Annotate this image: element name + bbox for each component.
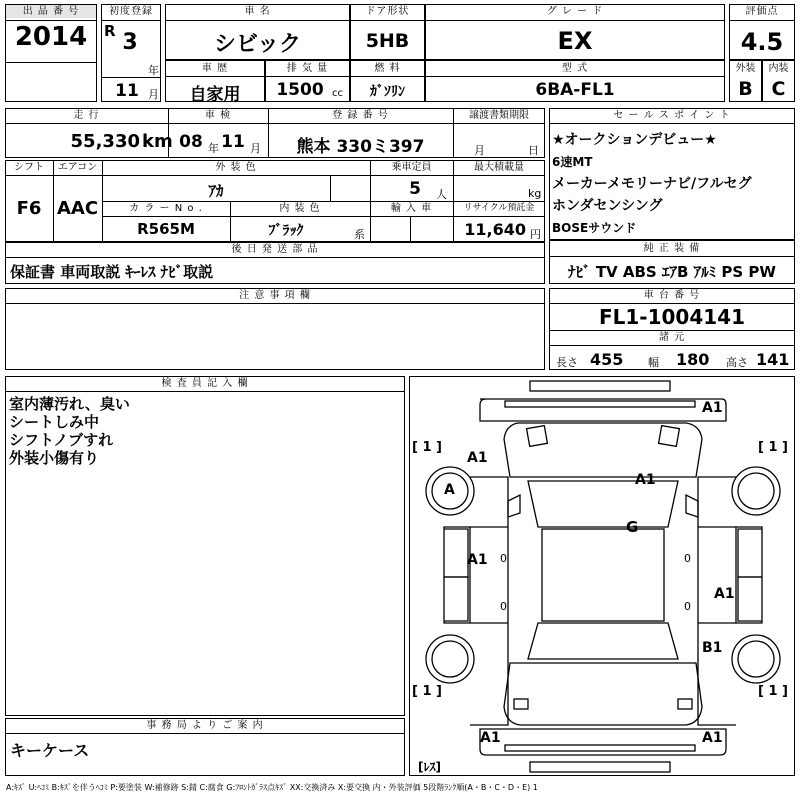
- fuel: ｶﾞｿﾘﾝ: [370, 84, 405, 100]
- header-displacement: 排 気 量: [286, 63, 329, 74]
- inspector-note-line: シフトノブすれ: [9, 431, 114, 449]
- car-name: シビック: [213, 32, 302, 57]
- header-exterior-color: 外 装 色: [215, 162, 257, 173]
- interior-score: C: [771, 78, 786, 100]
- header-chassis: 車 台 番 号: [643, 290, 701, 301]
- sales-points-list: [552, 129, 792, 239]
- chassis-number: FL1-1004141: [598, 305, 746, 329]
- zero-mark: 0: [500, 600, 507, 613]
- grade: EX: [557, 27, 593, 55]
- header-grade: グ レ ー ド: [546, 6, 604, 17]
- header-dimensions: 諸 元: [658, 332, 686, 343]
- header-registration: 登 録 番 号: [332, 110, 389, 121]
- model-code: 6BA-FL1: [535, 80, 615, 100]
- car-outline: [410, 377, 796, 777]
- header-door: ドア形状: [365, 6, 410, 17]
- header-transfer: 譲渡書類期限: [469, 110, 529, 121]
- inspector-notes: [9, 395, 399, 467]
- header-notes: 注 意 事 項 欄: [239, 290, 311, 301]
- header-color-number: カ ラ ー N o .: [129, 203, 203, 214]
- damage-mark: A1: [702, 400, 723, 416]
- header-max-load: 最大積載量: [474, 162, 524, 173]
- damage-mark: A1: [714, 586, 735, 602]
- damage-mark: A: [444, 482, 455, 498]
- first-reg-month: 11: [115, 81, 139, 101]
- lot-number-cell: [5, 4, 97, 102]
- registration-number: 熊本 330ミ397: [296, 137, 425, 157]
- exterior-score: B: [738, 78, 753, 100]
- damage-mark: A1: [635, 472, 656, 488]
- later-parts: 保証書 車両取説 ｷｰﾚｽ ﾅﾋﾞ取説: [10, 263, 214, 281]
- sales-point-item: 6速MT: [552, 155, 593, 169]
- zero-mark: 0: [684, 552, 691, 565]
- height: 141: [756, 350, 790, 369]
- inspector-note-line: 外装小傷有り: [9, 449, 100, 467]
- office-note: キーケース: [10, 741, 90, 760]
- damage-mark: A1: [480, 730, 501, 746]
- header-recycle: リサイクル預託金: [463, 203, 535, 213]
- shift-type: F6: [16, 198, 42, 219]
- sales-point-item: BOSEサウンド: [552, 221, 637, 235]
- header-car-name: 車 名: [244, 6, 271, 17]
- sales-point-item: ★オークションデビュー★: [552, 132, 717, 148]
- tire-bracket: [ 1 ]: [412, 684, 442, 699]
- aircon-type: AAC: [56, 198, 99, 219]
- header-fuel: 燃 料: [374, 63, 401, 74]
- header-inspector: 検 査 員 記 入 欄: [161, 378, 249, 389]
- damage-diagram: [409, 376, 795, 776]
- equipment: ﾅﾋﾞ TV ABS ｴｱB ｱﾙﾐ PS PW: [568, 263, 776, 281]
- legend: A:ｷｽﾞ U:ﾍｺﾐ B:ｷｽﾞを伴うﾍｺﾐ P:要塗装 W:補修跡 S:錆 C:腐食 G:ﾌﾛﾝﾄｶﾞﾗｽ点ｷｽﾞ XX:交換済み X:要交換 内・外装評価 5段階ﾗﾝｸ順(A・B・C・D・E) 1: [6, 783, 538, 792]
- header-mileage: 走 行: [73, 110, 100, 121]
- damage-mark: B1: [702, 640, 723, 656]
- overall-score: 4.5: [740, 28, 784, 56]
- header-shift: シフト: [14, 162, 44, 173]
- header-office: 事 務 局 よ り ご 案 内: [146, 720, 264, 731]
- zero-mark: 0: [500, 552, 507, 565]
- tire-bracket: [ 1 ]: [758, 684, 788, 699]
- model-year: 2014: [14, 22, 88, 52]
- header-interior: 内装: [768, 63, 789, 74]
- header-later-parts: 後 日 発 送 部 品: [231, 244, 319, 255]
- vehicle-history: 自家用: [189, 85, 241, 105]
- header-lot: 出 品 番 号: [6, 5, 96, 18]
- era: R: [104, 22, 116, 40]
- sales-point-item: ホンダセンシング: [552, 198, 663, 214]
- sales-point-item: メーカーメモリーナビ/フルセグ: [552, 176, 752, 192]
- zero-mark: 0: [684, 600, 691, 613]
- spare-bracket: [ﾚｽ]: [418, 760, 441, 774]
- recycle-fee: 11,640: [464, 220, 526, 239]
- header-imported: 輸 入 車: [390, 203, 433, 214]
- inspector-note-line: シートしみ中: [9, 413, 100, 431]
- length: 455: [590, 350, 624, 369]
- damage-mark: A1: [467, 450, 488, 466]
- inspection-month: 11: [221, 132, 245, 152]
- header-inspection: 車 検: [204, 110, 232, 121]
- header-model-code: 型 式: [561, 63, 589, 74]
- mileage: 55,330: [70, 131, 140, 152]
- damage-mark: G: [626, 518, 639, 536]
- width: 180: [676, 350, 710, 369]
- header-first-registration: 初度登録: [109, 6, 153, 17]
- inspector-note-line: 室内薄汚れ、臭い: [9, 395, 130, 413]
- displacement: 1500: [276, 80, 324, 100]
- era-year: 3: [122, 30, 138, 55]
- header-score: 評価点: [745, 6, 779, 17]
- tire-bracket: [ 1 ]: [758, 440, 788, 455]
- header-sales-points: セ ー ル ス ポ イ ン ト: [613, 110, 731, 121]
- color-number: R565M: [137, 220, 195, 238]
- seating-capacity: 5: [409, 179, 421, 199]
- header-interior-color: 内 装 色: [279, 203, 321, 214]
- door-type: 5HB: [365, 30, 410, 52]
- header-aircon: エアコン: [57, 162, 98, 173]
- header-exterior: 外装: [735, 63, 756, 74]
- inspection-year: 08: [179, 132, 203, 152]
- damage-mark: A1: [467, 552, 488, 568]
- header-equipment: 純 正 装 備: [643, 243, 701, 254]
- header-capacity: 乗車定員: [391, 162, 432, 173]
- damage-mark: A1: [702, 730, 723, 746]
- interior-color: ﾌﾞﾗｯｸ: [268, 223, 304, 239]
- tire-bracket: [ 1 ]: [412, 440, 442, 455]
- exterior-color: ｱｶ: [208, 182, 224, 200]
- header-history: 車 歴: [201, 63, 229, 74]
